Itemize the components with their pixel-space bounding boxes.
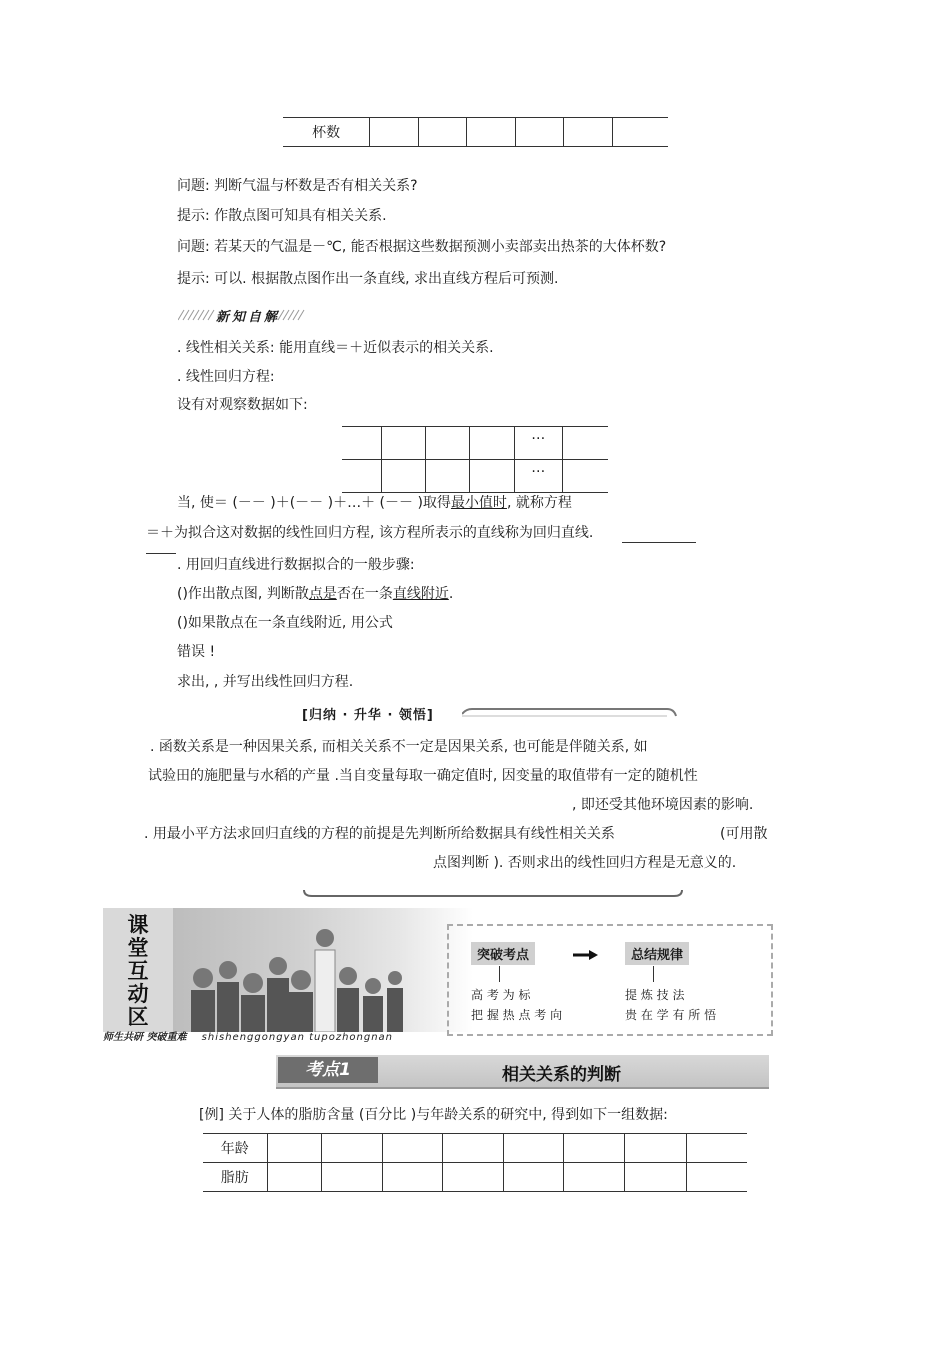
summary-1b: 试验田的施肥量与水稻的产量 .当自变量每取一确定值时, 因变量的取值带有一定的随机性 bbox=[148, 768, 698, 784]
table-ellipsis: … bbox=[514, 427, 562, 460]
kaodian-label: 考点1 bbox=[278, 1057, 378, 1083]
crowd-illustration-icon bbox=[173, 908, 473, 1032]
box-left-line-2: 把 握 热 点 考 向 bbox=[471, 1008, 563, 1022]
qa-line-2: 提示: 作散点图可知具有相关关系. bbox=[177, 208, 387, 224]
step-3: 求出, , 并写出线性回归方程. bbox=[177, 674, 354, 690]
table-cell bbox=[564, 118, 612, 147]
summary-2a: . 用最小平方法求回归直线的方程的前提是先判断所给数据具有线性相关关系 bbox=[144, 826, 615, 842]
qa-line-4: 提示: 可以. 根据散点图作出一条直线, 求出直线方程后可预测. bbox=[177, 271, 559, 287]
table-cell bbox=[382, 460, 426, 493]
qa-line-1: 问题: 判断气温与杯数是否有相关关系? bbox=[177, 178, 418, 194]
table-cell bbox=[418, 118, 466, 147]
bottom-table-label: 年龄 bbox=[203, 1134, 267, 1163]
table-cell bbox=[564, 1163, 625, 1192]
table-cell bbox=[564, 1134, 625, 1163]
header-rule-icon bbox=[462, 704, 682, 724]
definition-2: . 线性回归方程: bbox=[177, 369, 275, 385]
table-cell bbox=[382, 1163, 443, 1192]
when-line: 当, 使＝ (－－ )＋(－－ )＋…＋ (－－ )取得最小值时, 就称方程 bbox=[177, 495, 572, 511]
table-cell bbox=[426, 427, 470, 460]
summary-1c: , 即还受其他环境因素的影响. bbox=[572, 797, 754, 813]
crowd-photo bbox=[173, 908, 473, 1032]
fill-blank-line bbox=[622, 542, 696, 543]
kaodian-title: 相关关系的判断 bbox=[502, 1065, 621, 1085]
box-right-line-2: 贵 在 学 有 所 悟 bbox=[625, 1008, 717, 1022]
step-1: ()作出散点图, 判断散点是否在一条直线附近. bbox=[177, 586, 454, 602]
table-cell bbox=[470, 460, 514, 493]
classroom-title-block bbox=[103, 908, 173, 1032]
data-intro: 设有对观察数据如下: bbox=[177, 397, 308, 413]
summary-2c: 点图判断 ). 否则求出的线性回归方程是无意义的. bbox=[433, 855, 737, 871]
summary-2b: (可用散 bbox=[720, 826, 768, 842]
table-cell bbox=[342, 460, 382, 493]
box-right-line-1: 提 炼 技 法 bbox=[625, 988, 685, 1002]
classroom-info-box bbox=[447, 924, 773, 1036]
table-cell bbox=[503, 1163, 564, 1192]
top-table bbox=[283, 117, 668, 147]
step-2: ()如果散点在一条直线附近, 用公式 bbox=[177, 615, 393, 631]
table-cell bbox=[426, 460, 470, 493]
box-left-line-1: 高 考 为 标 bbox=[471, 988, 531, 1002]
table-cell bbox=[267, 1134, 322, 1163]
table-cell bbox=[562, 460, 608, 493]
table-cell bbox=[382, 1134, 443, 1163]
table-ellipsis: … bbox=[514, 460, 562, 493]
table-cell bbox=[443, 1163, 504, 1192]
table-cell bbox=[267, 1163, 322, 1192]
table-cell bbox=[370, 118, 418, 147]
closing-rule-icon bbox=[302, 888, 686, 900]
table-cell bbox=[382, 427, 426, 460]
table-cell bbox=[443, 1134, 504, 1163]
box-left-title: 突破考点 bbox=[471, 942, 535, 965]
table-cell bbox=[322, 1134, 383, 1163]
observation-table bbox=[342, 426, 608, 493]
table-cell bbox=[470, 427, 514, 460]
box-right-title: 总结规律 bbox=[625, 942, 689, 965]
new-knowledge-header: 新知自解 bbox=[178, 306, 308, 322]
fill-blank-line bbox=[146, 553, 176, 554]
classroom-title: 课 堂 互 动 区 bbox=[127, 913, 149, 1029]
table-cell bbox=[624, 1134, 687, 1163]
equation-line: ＝＋为拟合这对数据的线性回归方程, 该方程所表示的直线称为回归直线. bbox=[146, 525, 594, 541]
classroom-banner bbox=[103, 908, 771, 1044]
example-line: [例] 关于人体的脂肪含量 (百分比 )与年龄关系的研究中, 得到如下一组数据: bbox=[199, 1107, 668, 1123]
table-cell bbox=[687, 1163, 747, 1192]
qa-line-3: 问题: 若某天的气温是－℃, 能否根据这些数据预测小卖部卖出热茶的大体杯数? bbox=[177, 239, 667, 255]
table-cell bbox=[687, 1134, 747, 1163]
table-cell bbox=[515, 118, 563, 147]
connector-line bbox=[653, 966, 654, 982]
table-cell bbox=[624, 1163, 687, 1192]
table-cell bbox=[322, 1163, 383, 1192]
table-cell bbox=[612, 118, 668, 147]
summary-header: [归纳 · 升华 · 领悟] bbox=[302, 704, 682, 724]
table-cell bbox=[467, 118, 515, 147]
connector-line bbox=[499, 966, 500, 982]
table-cell bbox=[503, 1134, 564, 1163]
error-text: 错误 ! bbox=[177, 644, 216, 660]
table-cell bbox=[562, 427, 608, 460]
summary-1a: . 函数关系是一种因果关系, 而相关关系不一定是因果关系, 也可能是伴随关系, 如 bbox=[150, 739, 648, 755]
bottom-table-label: 脂肪 bbox=[203, 1163, 267, 1192]
arrow-right-icon bbox=[571, 948, 601, 962]
classroom-subtitle: 师生共研 突破重难 shishenggongyan tupozhongnan bbox=[103, 1032, 394, 1043]
top-table-label: 杯数 bbox=[283, 118, 370, 147]
kaodian-bar bbox=[276, 1055, 769, 1089]
definition-1: . 线性相关关系: 能用直线＝＋近似表示的相关关系. bbox=[177, 340, 494, 356]
steps-title: . 用回归直线进行数据拟合的一般步骤: bbox=[177, 557, 415, 573]
bottom-table bbox=[203, 1133, 747, 1192]
table-cell bbox=[342, 427, 382, 460]
